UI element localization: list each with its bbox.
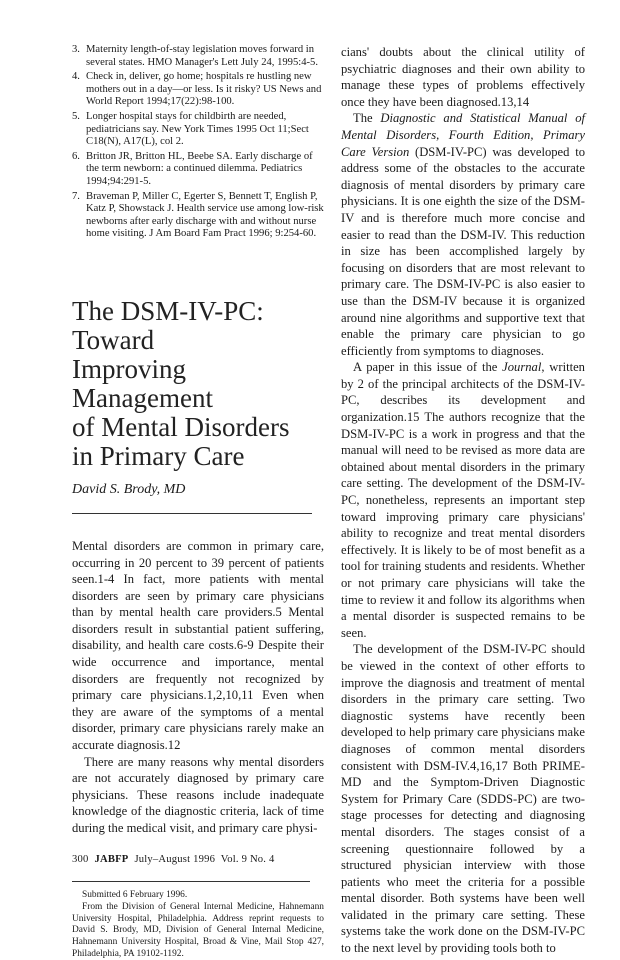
reference-list xyxy=(72,44,324,241)
body-paragraph: There are many reasons why mental disorders are not accurately diagnosed by primary care physicians. These reasons include inadequate knowledge of the diagnostic criteria, lack of time during the medical visit, and primary care physi- xyxy=(72,754,324,835)
reference-text: Maternity length-of-stay legislation moves forward in several states. HMO Manager's Lett July 24, 1995:4-5. xyxy=(86,44,318,68)
manual-title: Diagnostic and Statistical Manual of Mental Disorders, Fourth Edition, Primary Care Version xyxy=(341,111,585,159)
body-paragraph xyxy=(341,110,585,359)
body-paragraph xyxy=(341,359,585,641)
title-divider xyxy=(72,513,312,514)
page-footer xyxy=(72,854,275,865)
reference-text: Check in, deliver, go home; hospitals re hustling new mothers out in a day—or less. Is it risky? US News and World Report 1994;17(22):98-100. xyxy=(86,71,322,108)
footnote-divider xyxy=(72,881,310,882)
reference-item xyxy=(72,44,324,69)
reference-item xyxy=(72,191,324,241)
title-line: in Primary Care xyxy=(72,440,245,471)
text-run: The xyxy=(353,111,381,126)
left-column xyxy=(72,44,324,960)
title-line: of Mental Disorders xyxy=(72,411,290,442)
issue-date: July–August 1996 xyxy=(134,854,216,865)
body-paragraph: Mental disorders are common in primary care, occurring in 20 percent to 39 percent of patients seen.1-4 In fact, more patients with mental disorders are seen by primary care physicians than by mental health care providers.5 Mental disorders result in substantial patient suffering, disability, and health care costs.6-9 Despite their wide occurrence and importance, mental disorders are frequently not recognized by primary care physicians.1,2,10,11 Even when they are aware of the symptoms of a mental disorder, primary care physicians rarely make an accurate diagnosis.12 xyxy=(72,538,324,753)
right-column xyxy=(341,44,585,957)
reference-number: 6. xyxy=(72,150,80,162)
reference-item xyxy=(72,111,324,149)
page-number: 300 xyxy=(72,854,89,865)
title-line: Improving Management xyxy=(72,353,213,413)
reference-number: 4. xyxy=(72,71,80,83)
article-body-right xyxy=(341,44,585,957)
title-line: The DSM-IV-PC: Toward xyxy=(72,295,264,355)
reference-number: 5. xyxy=(72,110,80,122)
article-author: David S. Brody, MD xyxy=(72,481,186,497)
text-run: (DSM-IV-PC) was developed to address some of the obstacles to the accurate diagnosis of mental disorders by primary care physicians. It is one eighth the size of the DSM-IV and is therefore much more concise and easier to read than the DSM-IV. This reduction in size has been accomplished largely by focusing on disorders that are most relevant to primary care. The DSM-IV-PC is also easier to use than the DSM-IV because it is organized around nine algorithms and supportive text that enable the primary care physician to go efficiently from symptoms to diagnoses. xyxy=(341,144,585,358)
reference-item xyxy=(72,151,324,189)
article-title xyxy=(72,297,324,471)
article-footnote xyxy=(72,890,324,960)
volume-issue: Vol. 9 No. 4 xyxy=(220,854,275,865)
reference-text: Britton JR, Britton HL, Beebe SA. Early discharge of the term newborn: a continued dilemma. Pediatrics 1994;94:291-5. xyxy=(86,150,313,187)
body-paragraph: cians' doubts about the clinical utility of psychiatric diagnoses and their own ability to manage these types of problems effectively once they have been diagnosed.13,14 xyxy=(341,45,585,109)
article-body-left xyxy=(72,538,324,837)
reference-number: 7. xyxy=(72,190,80,202)
journal-abbreviation: JABFP xyxy=(94,854,129,865)
reference-text: Braveman P, Miller C, Egerter S, Bennett T, English P, Katz P, Showstack J. Health service use among low-risk newborns after early discharge with and without nurse home visiting. J Am Board Fam Pract 1996; 9:254-60. xyxy=(86,190,324,240)
submitted-date: Submitted 6 February 1996. xyxy=(82,889,188,900)
body-paragraph: The development of the DSM-IV-PC should be viewed in the context of other efforts to improve the diagnosis and treatment of mental disorders in the primary care setting. Two diagnostic systems have recently been developed to help primary care physicians make diagnoses of common mental disorders consistent with DSM-IV.4,16,17 Both PRIME-MD and the Symptom-Driven Diagnostic System for Primary Care (SDDS-PC) are two-stage processes for detecting and diagnosing mental disorders. The stages consist of a screening questionnaire followed by a structured physician interview with those patients who meet the criteria for a possible mental disorder. Both systems have been well validated in the primary care setting. These systems take the work done on the DSM-IV-PC to the next level by providing tools both to xyxy=(341,642,585,956)
text-run: A paper in this issue of the xyxy=(353,360,503,375)
reference-text: Longer hospital stays for childbirth are needed, pediatricians say. New York Times 1995 Oct 11;Sect C18(N), A17(L), col 2. xyxy=(86,110,309,148)
journal-name: Journal xyxy=(502,360,542,375)
text-run: , written by 2 of the principal architects of the DSM-IV-PC, describes its development and organization.15 The authors recognize that the DSM-IV-PC is a work in progress and that the manual will need to be revised as more data are obtained about mental disorders in the primary care setting. The development of the DSM-IV-PC, nonetheless, represents an important step toward improving primary care physicians' ability to recognize and treat mental disorders effectively. It is likely to be of most benefit as a tool for training students and residents. Whether or not primary care physicians will take the time to review it and follow its algorithms when a mental disorder is suspected remains to be seen. xyxy=(341,360,585,640)
reference-item xyxy=(72,71,324,109)
author-affiliation: From the Division of General Internal Medicine, Hahnemann University Hospital, Philadelphia. Address reprint requests to David S. Brody, MD, Division of General Internal Medicine, Hahnemann University Hospital, Broad & Vine, Mail Stop 427, Philadelphia, PA 19102-1192. xyxy=(72,902,324,959)
reference-number: 3. xyxy=(72,44,80,55)
